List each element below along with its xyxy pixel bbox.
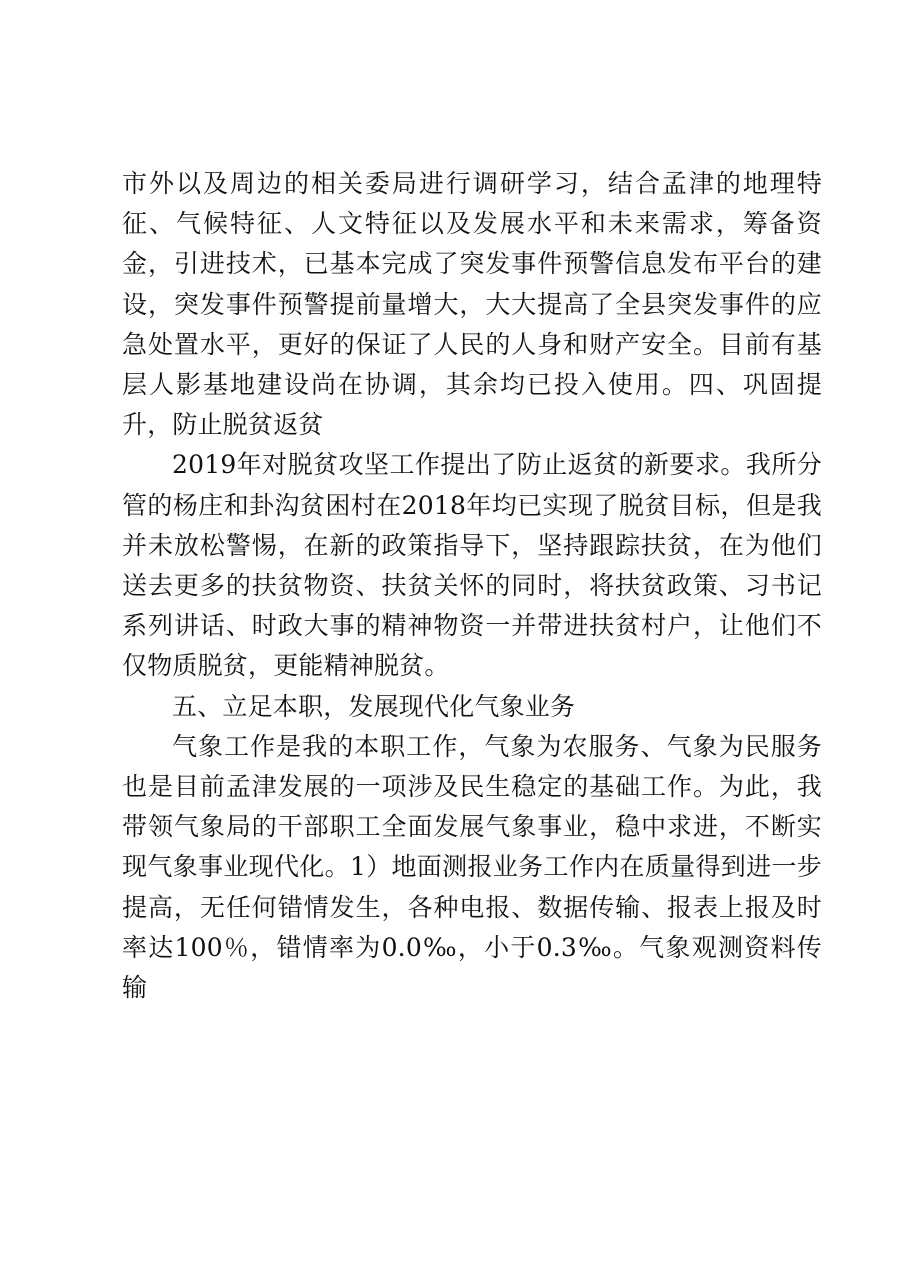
document-body	[122, 164, 822, 1008]
paragraph-poverty-prevention: 2019年对脱贫攻坚工作提出了防止返贫的新要求。我所分管的杨庄和卦沟贫困村在2018年均已实现了脱贫目标，但是我并未放松警惕，在新的政策指导下，坚持跟踪扶贫，在为他们送去更多的扶贫物资、扶贫关怀的同时，将扶贫政策、习书记系列讲话、时政大事的精神物资一并带进扶贫村户，让他们不仅物质脱贫，更能精神脱贫。	[122, 450, 822, 681]
section-heading-five: 五、立足本职，发展现代化气象业务	[172, 691, 576, 721]
paragraph-weather-platform: 市外以及周边的相关委局进行调研学习，结合孟津的地理特征、气候特征、人文特征以及发展水平和未来需求，筹备资金，引进技术，已基本完成了突发事件预警信息发布平台的建设，突发事件预警提前量增大，大大提高了全县突发事件的应急处置水平，更好的保证了人民的人身和财产安全。目前有基层人影基地建设尚在协调，其余均已投入使用。四、巩固提升，防止脱贫返贫	[122, 169, 822, 440]
paragraph-meteorological-work: 气象工作是我的本职工作，气象为农服务、气象为民服务也是目前孟津发展的一项涉及民生稳定的基础工作。为此，我带领气象局的干部职工全面发展气象事业，稳中求进，不断实现气象事业现代化。1）地面测报业务工作内在质量得到进一步提高，无任何错情发生，各种电报、数据传输、报表上报及时率达100％，错情率为0.0‰，小于0.3‰。气象观测资料传输	[122, 731, 822, 1003]
